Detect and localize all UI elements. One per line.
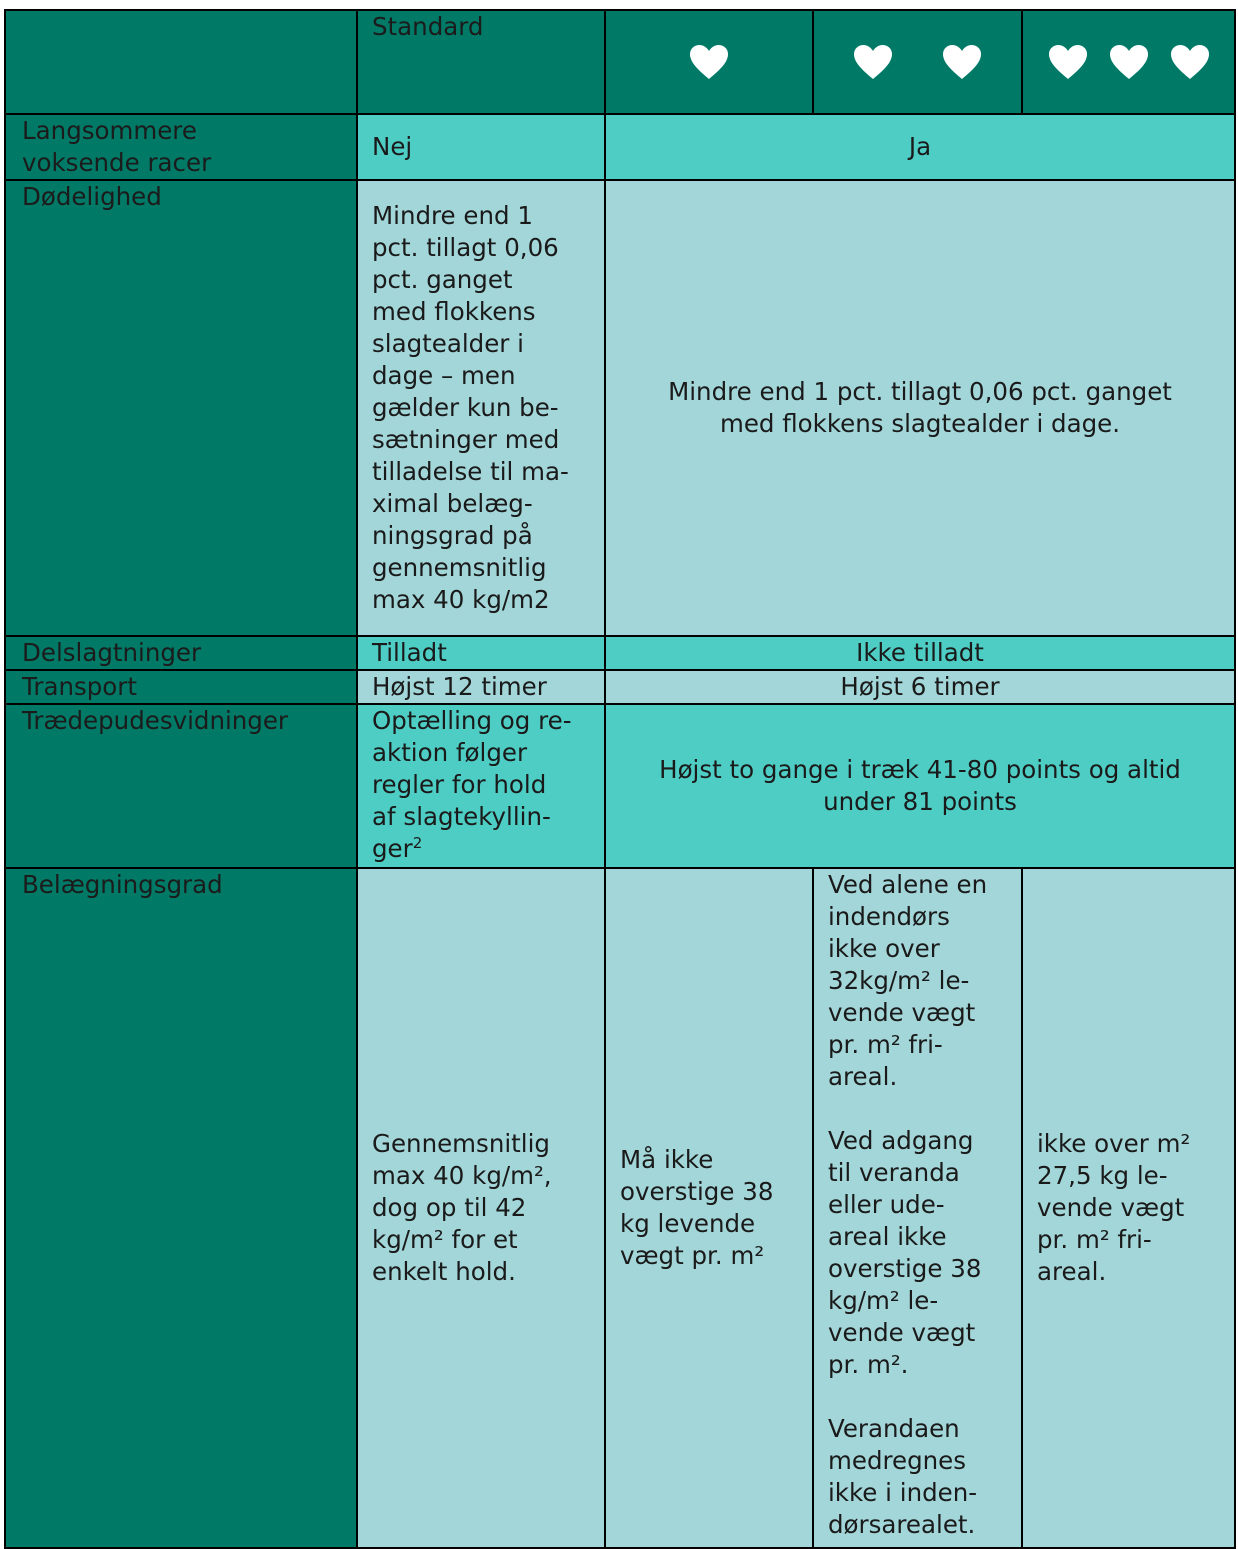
standard-cell: Gennemsnitlig max 40 kg/m², dog op til 42 kg/m² for et enkelt hold. (357, 868, 605, 1548)
row-label: Dødelighed (5, 180, 357, 636)
hearts-cell: Ja (605, 114, 1235, 180)
header-standard: Standard (357, 10, 605, 114)
level-1-hearts (620, 43, 798, 81)
standard-text: Optælling og re- aktion følger regler for hold af slagtekyllin- ger (372, 706, 572, 863)
footnote-marker: 2 (412, 833, 423, 852)
standard-cell: Højst 12 timer (357, 670, 605, 704)
heart-icon (1109, 44, 1149, 80)
standard-cell: Mindre end 1 pct. tillagt 0,06 pct. ganget med flokkens slagtealder i dage – men gælder kun be- sætninger med tilladelse til ma- ximal belæg- ningsgrad på gennemsnitlig max 40 kg/m2 (357, 180, 605, 636)
row-doedelighed (5, 180, 1235, 636)
level-3-cell: ikke over m² 27,5 kg le- vende vægt pr. m² fri- areal. (1022, 868, 1235, 1548)
hearts-cell: Højst 6 timer (605, 670, 1235, 704)
standard-cell: Nej (357, 114, 605, 180)
level-1-cell: Må ikke overstige 38 kg levende vægt pr. m² (605, 868, 813, 1548)
row-label: Transport (5, 670, 357, 704)
row-langsommere (5, 114, 1235, 180)
standard-cell (357, 704, 605, 868)
hearts-cell: Mindre end 1 pct. tillagt 0,06 pct. ganget med flokkens slagtealder i dage. (605, 180, 1235, 636)
level-3-hearts (1037, 43, 1220, 81)
row-label: Trædepudesvidninger (5, 704, 357, 868)
level-2-hearts (828, 43, 1007, 81)
header-level-3 (1022, 10, 1235, 114)
welfare-comparison-table (4, 9, 1236, 1549)
hearts-cell: Ikke tilladt (605, 636, 1235, 670)
header-empty-cell (5, 10, 357, 114)
row-traedepude (5, 704, 1235, 868)
heart-icon (853, 44, 893, 80)
heart-icon (689, 44, 729, 80)
heart-icon (942, 44, 982, 80)
heart-icon (1170, 44, 1210, 80)
row-label: Belægningsgrad (5, 868, 357, 1548)
level-2-cell: Ved alene en indendørs ikke over 32kg/m² le- vende vægt pr. m² fri- areal. Ved adgang til veranda eller ude- areal ikke overstige 38 kg/m² le- vende vægt pr. m². Verandaen medregnes ikke i inden- dørsarealet. (813, 868, 1022, 1548)
row-label: Delslagtninger (5, 636, 357, 670)
row-label: Langsommere voksende racer (5, 114, 357, 180)
row-transport (5, 670, 1235, 704)
header-level-1 (605, 10, 813, 114)
heart-icon (1048, 44, 1088, 80)
row-belaegningsgrad (5, 868, 1235, 1548)
header-row (5, 10, 1235, 114)
standard-cell: Tilladt (357, 636, 605, 670)
hearts-cell: Højst to gange i træk 41-80 points og altid under 81 points (605, 704, 1235, 868)
header-level-2 (813, 10, 1022, 114)
row-delslagtninger (5, 636, 1235, 670)
